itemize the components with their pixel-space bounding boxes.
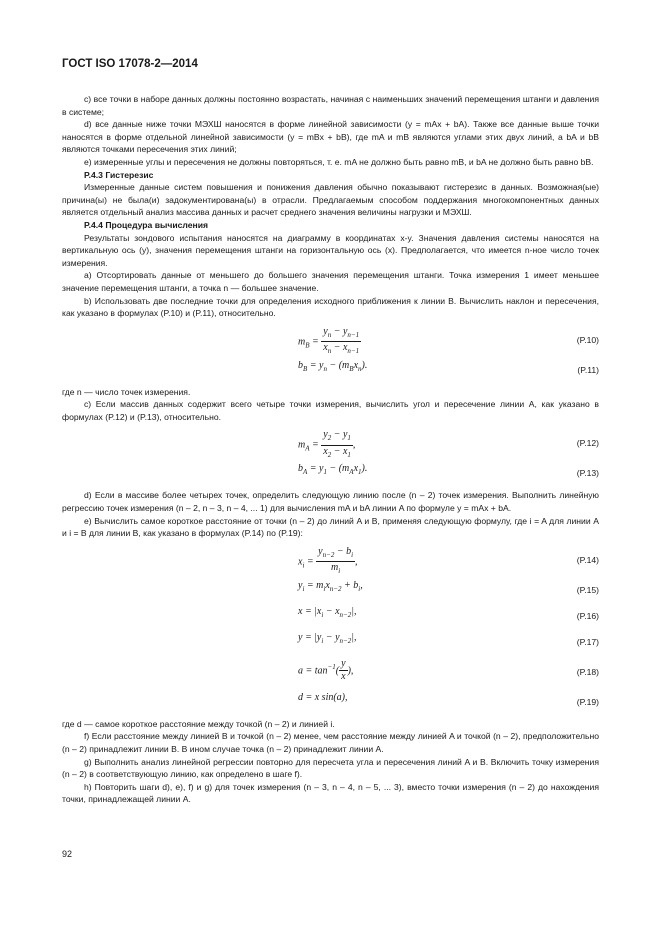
para-hysteresis: Измеренные данные систем повышения и понижения давления обычно показывают гистерезис в данных. Возможная(ые) причина(ы) не была(и) задокументирована(ы) в отрасли. Предлагаемым способом поддержания многокомпонентных данных является отдельный анализ массива данных и расчет среднего значения величины нагрузки и МЭХШ. <box>62 182 599 218</box>
equation-number: (P.19) <box>576 696 599 707</box>
equation-p14: $x_i$ = $\frac{y_{n-2} - b_i}{m_i}$ , (P.14) <box>298 545 599 576</box>
equation-p15: $y_i = m_ix_{n-2} + b_i$, (P.15) <box>298 579 599 595</box>
para-f3: f) Если расстояние между линией B и точкой (n – 2) менее, чем расстояние между линией A и точкой (n – 2), предположительно (n – 2) принадлежит линии B. В ином случае точка (n – 2) принадлежит линии A. <box>62 731 599 755</box>
para-b2: b) Использовать две последние точки для определения исходного приближения к линии B. Вычислить наклон и пересечения, как указано в формулах (P.10) и (P.11), относительно. <box>62 295 599 319</box>
para-procedure: Результаты зондового испытания наносятся на диаграмму в координатах x-y. Значения давления системы наносятся на вертикальную ось (y), значения перемещения штанги на горизонтальную ось (x). Предполагается, что имеется n-ное число точек измерения. <box>62 232 599 268</box>
equation-p19: d = x sin(a), (P.19) <box>298 691 599 707</box>
equation-p17: $y = |y_i - y_{n-2}|$, (P.17) <box>298 631 599 647</box>
equation-p13: $b_A = y_1 - (m_Ax_1)$. (P.13) <box>298 463 599 479</box>
section-heading-hysteresis: P.4.3 Гистерезис <box>84 169 154 180</box>
para-h3: h) Повторить шаги d), e), f) и g) для точек измерения (n – 3, n – 4, n – 5, ... 3), вместо точки измерения (n – 2) до нахождения точки, принадлежащей линии A. <box>62 781 599 805</box>
section-heading-procedure: P.4.4 Процедура вычисления <box>84 219 209 230</box>
equation-p10: $m_B$ = $\frac{y_n - y_{n-1}}{x_n - x_{n-1}}$ (P.10) <box>298 325 599 356</box>
equation-p12: $m_A$ = $\frac{y_2 - y_1}{x_2 - x_1}$ , (P.12) <box>298 429 599 460</box>
equation-p11: $b_B = y_n - (m_Bx_n)$. (P.11) <box>298 359 599 375</box>
equation-number: (P.16) <box>576 610 599 621</box>
para-a2: a) Отсортировать данные от меньшего до большего значения перемещения штанги. Точка измерения 1 имеет меньшее значение перемещения штанги, а точка n — большее значение. <box>62 270 599 293</box>
equation-number: (P.10) <box>576 334 599 345</box>
para-e1: e) измеренные углы и пересечения не должны повторяться, т. е. mA не должно быть равно mB, и bA не должно быть равно bB. <box>84 156 594 167</box>
equation-number: (P.17) <box>576 636 599 647</box>
page-number: 92 <box>62 849 73 859</box>
equation-number: (P.12) <box>576 438 599 449</box>
para-e2: e) Вычислить самое короткое расстояние от точки (n – 2) до линий A и B, применяя следующую формулу, где i = A для линии A и i = B для линии B, как указано в формулах (P.14) по (P.19): <box>62 515 599 539</box>
para-d2: d) Если в массиве более четырех точек, определить следующую линию после (n – 2) точек измерения. Выполнить линейную регрессию точек измерения (n – 2, n – 3, n – 4, ... 1) для вычисления mA и bA линии A по формуле y = mAx + bA. <box>62 490 599 514</box>
equation-number: (P.11) <box>577 364 599 375</box>
equation-number: (P.18) <box>576 666 599 677</box>
para-c2: c) Если массив данных содержит всего четыре точки измерения, вычислить угол и пересечение линии A, как указано в формулах (P.12) и (P.13), относительно. <box>62 399 599 422</box>
equation-number: (P.13) <box>576 468 599 479</box>
para-g3: g) Выполнить анализ линейной регрессии повторно для пересчета угла и пересечения линий A и B. Включить точку измерения (n – 2) в соответствующую линию, как определено в шаге f). <box>62 756 599 780</box>
para-where-n: где n — число точек измерения. <box>62 386 191 397</box>
para-d1: d) все данные ниже точки МЭХШ наносятся в форме линейной зависимости (y = mAx + bA). Также все данные выше точки наносятся в форме отдельной линейной зависимости (y = mBx + bB), где mA и mB являются углами этих двух линий, а bA и bB являются точками пересечения этих линий; <box>62 119 599 155</box>
equation-number: (P.15) <box>576 584 599 595</box>
equation-p18: $a = \tan^{-1}$( $\frac{y}{x}$ ), (P.18) <box>298 657 599 683</box>
para-where-d: где d — самое короткое расстояние между точкой (n – 2) и линией i. <box>62 718 335 729</box>
equation-number: (P.14) <box>576 554 599 565</box>
equation-p16: $x = |x_i - x_{n-2}|$, (P.16) <box>298 605 599 621</box>
para-c1: c) все точки в наборе данных должны постоянно возрастать, начиная с наименьших значений перемещения штанги и давления в системе; <box>62 94 599 117</box>
document-header: ГОСТ ISO 17078-2—2014 <box>62 58 198 70</box>
document-body <box>62 93 599 806</box>
